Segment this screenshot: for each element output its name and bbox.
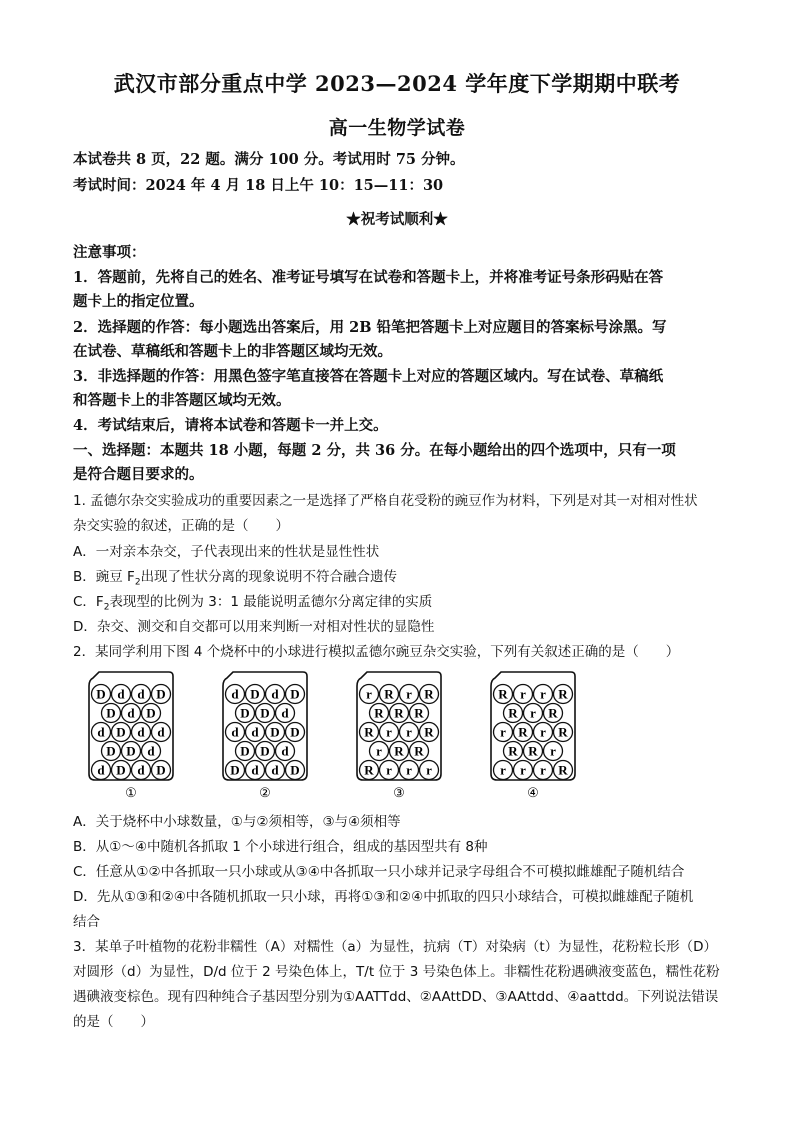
exam-subtitle: 高一生物学试卷 (328, 117, 466, 139)
ball-letter: r (550, 743, 556, 759)
ball-letter: r (520, 686, 526, 702)
ball-letter: d (251, 762, 259, 778)
note-1b: 题卡上的指定位置。 (73, 293, 204, 310)
note-3b: 和答题卡上的非答题区域均无效。 (73, 392, 291, 409)
ball-letter: D (96, 686, 106, 702)
ball-letter: r (540, 686, 546, 702)
q3-line-3: 遇碘液变棕色。现有四种纯合子基因型分别为①AATTdd、②AAttDD、③AAttdd、④aattdd。下列说法错误 (73, 989, 719, 1005)
beaker-label: ③ (393, 785, 405, 800)
ball-letter: R (414, 705, 424, 721)
ball-letter: r (530, 705, 536, 721)
ball-letter: r (540, 724, 546, 740)
ball-letter: d (231, 724, 239, 740)
q1-option-b: B．豌豆 $F_2$出现了性状分离的现象说明不符合融合遗传 (73, 569, 398, 588)
ball-letter: r (386, 724, 392, 740)
ball-letter: R (498, 686, 508, 702)
ball-letter: r (406, 724, 412, 740)
ball-letter: D (240, 705, 250, 721)
ball-letter: D (146, 705, 156, 721)
ball-letter: d (271, 762, 279, 778)
section1-heading-b: 是符合题目要求的。 (73, 466, 204, 483)
ball-letter: d (97, 762, 105, 778)
ball-letter: D (106, 705, 116, 721)
q2-option-b: B．从①～④中随机各抓取 1 个小球进行组合，组成的基因型共有 8种 (73, 839, 488, 855)
ball-letter: R (508, 705, 518, 721)
ball-letter: R (424, 724, 434, 740)
ball-letter: D (260, 705, 270, 721)
ball-letter: r (406, 762, 412, 778)
q1-stem-b: 杂交实验的叙述，正确的是（ ） (73, 518, 289, 534)
ball-letter: R (364, 762, 374, 778)
beakers-figure (85, 668, 605, 800)
ball-letter: d (157, 724, 165, 740)
ball-letter: D (126, 743, 136, 759)
ball-letter: d (137, 686, 145, 702)
ball-letter: R (518, 724, 528, 740)
ball-letter: d (281, 705, 289, 721)
q2-stem: 2．某同学利用下图 4 个烧杯中的小球进行模拟孟德尔豌豆杂交实验，下列有关叙述正确的是（ ） (73, 644, 680, 660)
ball-letter: d (137, 762, 145, 778)
q1-option-c: C．$F_2$表现型的比例为 3：1 最能说明孟德尔分离定律的实质 (73, 594, 433, 613)
ball-letter: D (290, 724, 300, 740)
q1-option-a: A．一对亲本杂交，子代表现出来的性状是显性性状 (73, 544, 380, 560)
ball-letter: d (231, 686, 239, 702)
notes-heading: 注意事项： (73, 244, 146, 261)
beaker-4 (491, 672, 575, 800)
beaker-label: ④ (527, 785, 539, 800)
ball-letter: R (384, 686, 394, 702)
ball-letter: r (500, 724, 506, 740)
ball-letter: D (250, 686, 260, 702)
ball-letter: d (271, 686, 279, 702)
section1-heading-a: 一、选择题：本题共 18 小题，每题 2 分，共 36 分。在每小题给出的四个选项中，只有一项 (73, 442, 676, 459)
ball-letter: R (558, 724, 568, 740)
note-2a: 2．选择题的作答：每小题选出答案后，用 2B 铅笔把答题卡上对应题目的答案标号涂黑。写 (73, 319, 667, 336)
ball-letter: D (156, 686, 166, 702)
ball-letter: r (406, 686, 412, 702)
ball-letter: r (520, 762, 526, 778)
ball-letter: R (558, 686, 568, 702)
ball-letter: r (500, 762, 506, 778)
ball-letter: R (528, 743, 538, 759)
exam-info-pages: 本试卷共 8 页，22 题。满分 100 分。考试用时 75 分钟。 (73, 151, 465, 168)
beaker-1 (89, 672, 173, 800)
ball-letter: D (290, 762, 300, 778)
ball-letter: D (156, 762, 166, 778)
ball-letter: D (240, 743, 250, 759)
ball-letter: d (147, 743, 155, 759)
ball-letter: R (394, 743, 404, 759)
ball-letter: R (548, 705, 558, 721)
note-2b: 在试卷、草稿纸和答题卡上的非答题区域均无效。 (73, 343, 392, 360)
ball-letter: D (230, 762, 240, 778)
ball-letter: D (106, 743, 116, 759)
beaker-3 (357, 672, 441, 800)
q3-line-1: 3．某单子叶植物的花粉非糯性（A）对糯性（a）为显性，抗病（T）对染病（t）为显性，花粉粒长形（D） (73, 939, 718, 955)
q2-option-d-a: D．先从①③和②④中各随机抓取一只小球，再将①③和②④中抓取的四只小球结合，可模拟雌雄配子随机 (73, 889, 694, 905)
beaker-2 (223, 672, 307, 800)
ball-letter: D (260, 743, 270, 759)
ball-letter: d (127, 705, 135, 721)
ball-letter: r (366, 686, 372, 702)
ball-letter: R (424, 686, 434, 702)
q3-line-4: 的是（ ） (73, 1014, 154, 1030)
ball-letter: R (508, 743, 518, 759)
ball-letter: d (117, 686, 125, 702)
ball-letter: R (364, 724, 374, 740)
note-4: 4．考试结束后，请将本试卷和答题卡一并上交。 (73, 417, 388, 434)
q1-stem-a: 1. 孟德尔杂交实验成功的重要因素之一是选择了严格自花受粉的豌豆作为材料，下列是对其一对相对性状 (73, 493, 698, 509)
ball-letter: r (540, 762, 546, 778)
ball-letter: R (374, 705, 384, 721)
ball-letter: r (386, 762, 392, 778)
ball-letter: r (426, 762, 432, 778)
exam-info-time: 考试时间：2024 年 4 月 18 日上午 10：15—11：30 (73, 177, 444, 194)
exam-wish: ★祝考试顺利★ (346, 211, 448, 228)
q2-option-d-b: 结合 (73, 914, 100, 930)
ball-letter: R (414, 743, 424, 759)
beaker-label: ② (259, 785, 271, 800)
ball-letter: d (137, 724, 145, 740)
ball-letter: d (97, 724, 105, 740)
ball-letter: R (558, 762, 568, 778)
beaker-label: ① (125, 785, 137, 800)
exam-title: 武汉市部分重点中学 2023—2024 学年度下学期期中联考 (113, 71, 681, 96)
ball-letter: D (116, 724, 126, 740)
q2-option-c: C．任意从①②中各抓取一只小球或从③④中各抓取一只小球并记录字母组合不可模拟雌雄配子随机结合 (73, 864, 685, 880)
ball-letter: D (116, 762, 126, 778)
note-1a: 1．答题前，先将自己的姓名、准考证号填写在试卷和答题卡上，并将准考证号条形码贴在答 (73, 269, 664, 286)
ball-letter: r (376, 743, 382, 759)
ball-letter: D (270, 724, 280, 740)
q1-option-d: D．杂交、测交和自交都可以用来判断一对相对性状的显隐性 (73, 619, 435, 635)
ball-letter: d (281, 743, 289, 759)
q3-line-2: 对圆形（d）为显性，D/d 位于 2 号染色体上，T/t 位于 3 号染色体上。非糯性花粉遇碘液变蓝色，糯性花粉 (73, 964, 720, 980)
ball-letter: d (251, 724, 259, 740)
ball-letter: R (394, 705, 404, 721)
q2-option-a: A．关于烧杯中小球数量，①与②须相等，③与④须相等 (73, 814, 401, 830)
ball-letter: D (290, 686, 300, 702)
note-3a: 3．非选择题的作答：用黑色签字笔直接答在答题卡上对应的答题区域内。写在试卷、草稿纸 (73, 368, 664, 385)
